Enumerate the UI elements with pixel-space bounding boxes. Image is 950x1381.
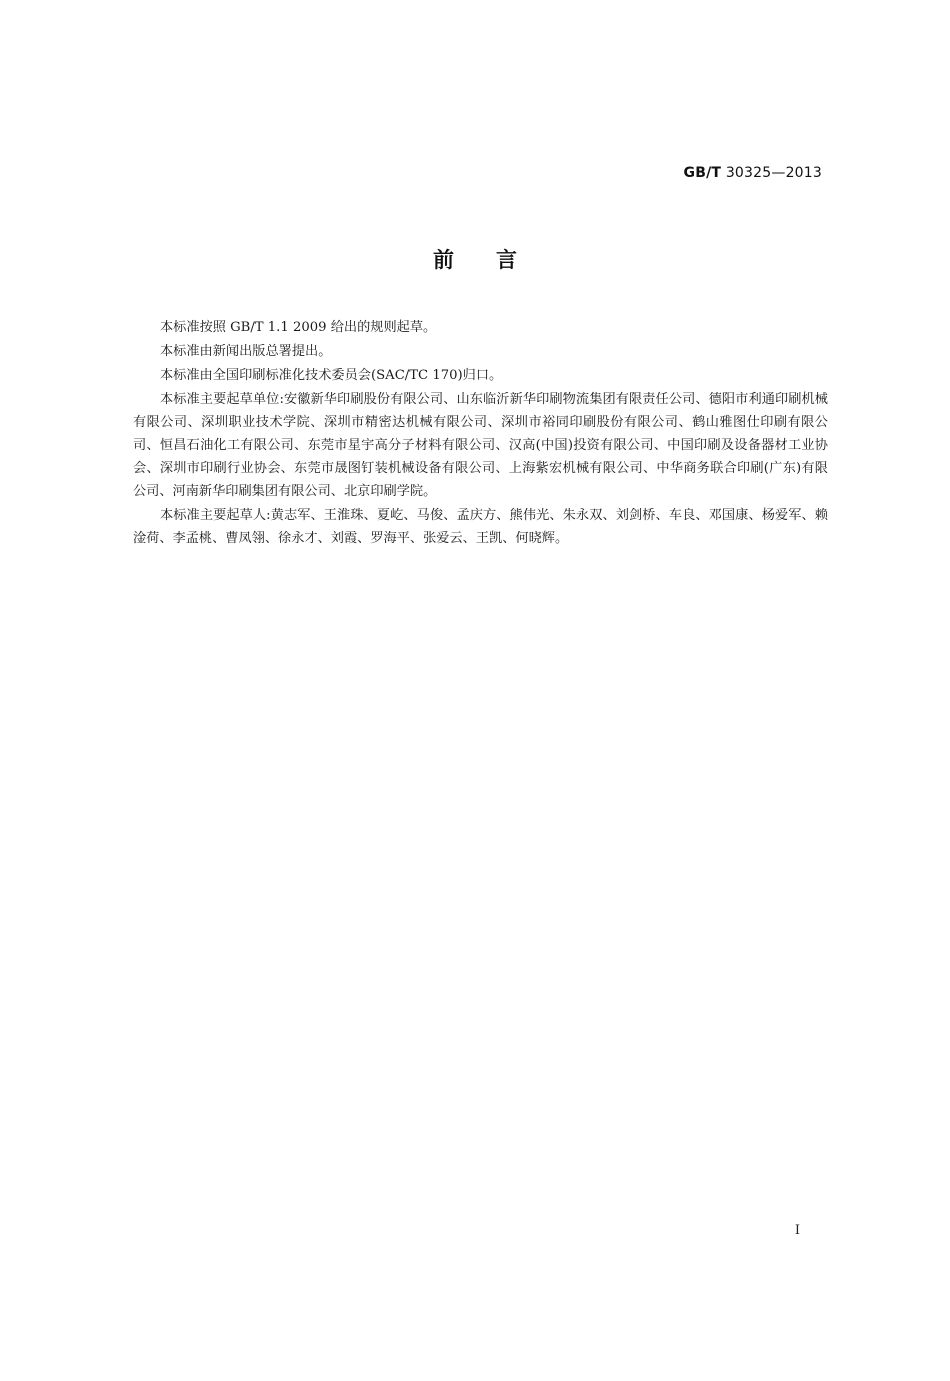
paragraph-drafters: 本标准主要起草人:黄志军、王淮珠、夏屹、马俊、孟庆方、熊伟光、朱永双、刘剑桥、车良、邓国康、杨爱军、赖淦荷、李孟桃、曹凤翎、徐永才、刘霞、罗海平、张爱云、王凯、何晓辉。 [133, 508, 828, 546]
page-title: 前言 [433, 248, 559, 272]
standard-code [684, 165, 822, 181]
page-number: I [794, 1223, 800, 1238]
paragraph-proposer: 本标准由新闻出版总署提出。 [160, 344, 332, 359]
standard-prefix: GB/T [683, 165, 722, 181]
paragraph-drafting-rules: 本标准按照 GB/T 1.1 2009 给出的规则起草。 [160, 320, 437, 335]
paragraph-committee: 本标准由全国印刷标准化技术委员会(SAC/TC 170)归口。 [160, 368, 503, 383]
standard-number: 30325—2013 [725, 165, 822, 181]
foreword-body [133, 316, 828, 550]
paragraph-drafting-units: 本标准主要起草单位:安徽新华印刷股份有限公司、山东临沂新华印刷物流集团有限责任公司、德阳市利通印刷机械有限公司、深圳职业技术学院、深圳市精密达机械有限公司、深圳市裕同印刷股份有限公司、鹤山雅图仕印刷有限公司、恒昌石油化工有限公司、东莞市星宇高分子材料有限公司、汉高(中国)投资有限公司、中国印刷及设备器材工业协会、深圳市印刷行业协会、东莞市晟图钉装机械设备有限公司、上海紫宏机械有限公司、中华商务联合印刷(广东)有限公司、河南新华印刷集团有限公司、北京印刷学院。 [133, 392, 828, 499]
